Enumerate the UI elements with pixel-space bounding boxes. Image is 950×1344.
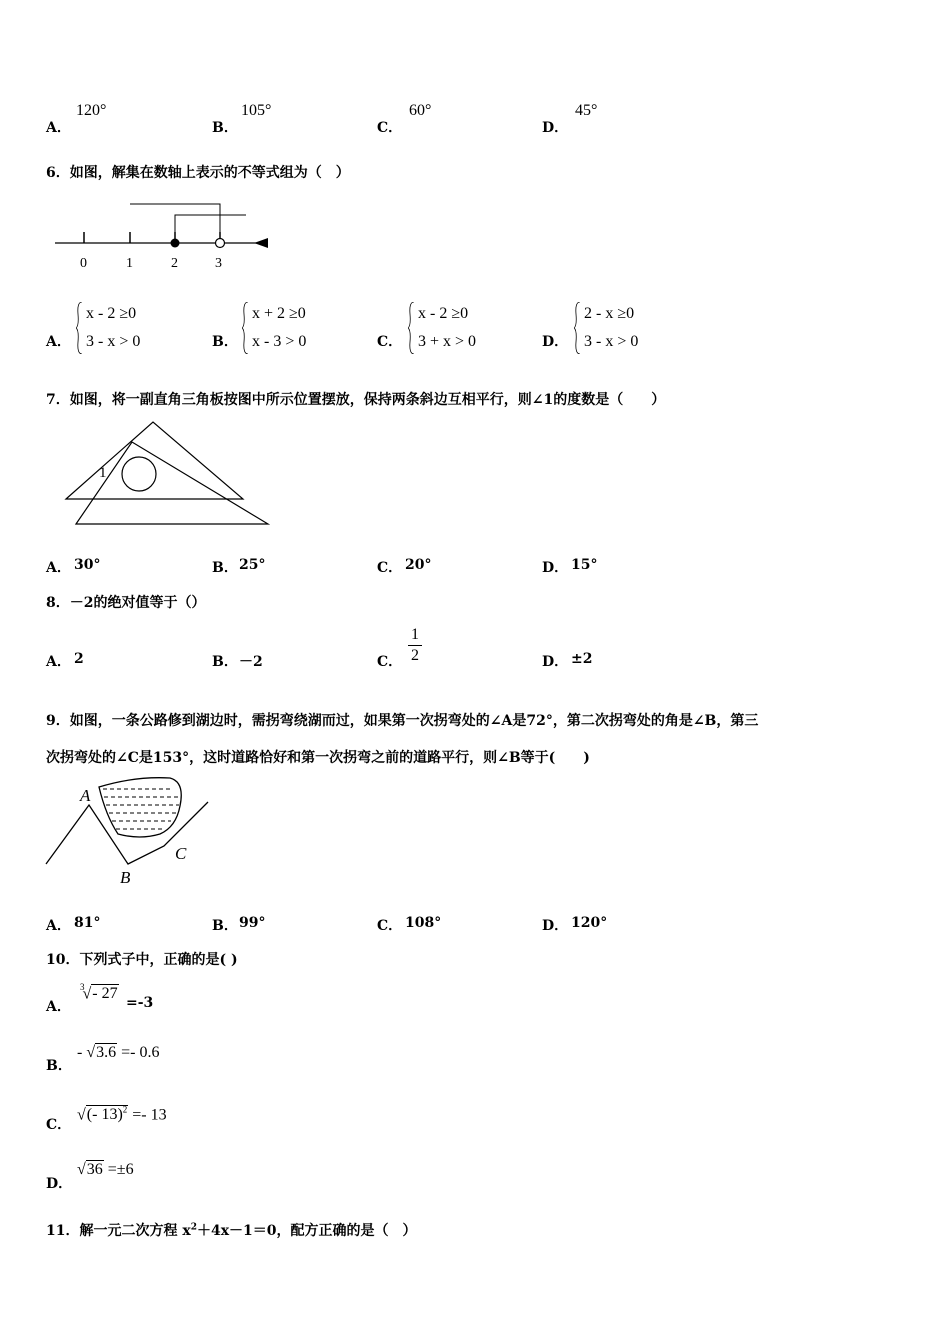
closed-point-2	[171, 239, 180, 248]
tick-label-2: 2	[171, 256, 178, 271]
q6-option-b-line2: x - 3 > 0	[252, 333, 307, 350]
q6-stem: 6．如图，解集在数轴上表示的不等式组为（ ）	[46, 165, 350, 181]
q11-stem	[46, 1220, 417, 1240]
q10-option-a-letter: A．	[46, 999, 71, 1015]
q10-option-c-radicand: (- 13)	[86, 1106, 123, 1124]
q7-option-d-value: 15°	[571, 557, 598, 573]
q11-stem-part-b: ＋4x－1＝0，配方正确的是（ ）	[196, 1223, 417, 1239]
lake-water-dashes	[103, 789, 179, 829]
tick-label-3: 3	[215, 256, 222, 271]
q9-option-b-letter: B．	[212, 918, 238, 934]
q9-stem-line1: 9．如图，一条公路修到湖边时，需拐弯绕湖而过，如果第一次拐弯处的∠A是72°，第二次拐弯处的角是∠B，第三	[46, 713, 759, 729]
q11-stem-part-a: 11．解一元二次方程 x	[46, 1223, 191, 1239]
q9-label-a: A	[80, 786, 91, 805]
triangle-upper	[66, 422, 243, 499]
q10-option-a-expr: $^3$√- 27	[80, 982, 118, 1003]
q6-option-b-line1: x + 2 ≥0	[252, 305, 306, 322]
q11-stem-exponent: 2	[190, 1222, 197, 1233]
q7-option-b-letter: B．	[212, 560, 238, 576]
q6-option-d-line1: 2 - x ≥0	[584, 305, 635, 322]
q5-option-c-value: 60°	[409, 102, 432, 119]
triangle-lower	[76, 442, 268, 524]
region-x-ge-2	[175, 215, 246, 243]
q5-option-b-value: 105°	[241, 102, 272, 119]
q6-option-a-system	[76, 300, 140, 356]
q6-option-c-system	[408, 300, 476, 356]
q8-option-d-letter: D．	[542, 654, 569, 670]
open-point-3	[216, 239, 225, 248]
q6-option-a-line1: x - 2 ≥0	[86, 305, 137, 322]
q5-option-d-letter: D．	[542, 120, 569, 136]
q6-option-a-line2: 3 - x > 0	[86, 333, 141, 350]
q8-option-c-fraction	[408, 625, 422, 666]
q8-option-c-numerator: 1	[408, 625, 422, 646]
q10-option-d-expr: √36 =±6	[77, 1161, 134, 1178]
q7-stem: 7．如图，将一副直角三角板按图中所示位置摆放，保持两条斜边互相平行，则∠1的度数是（ ）	[46, 392, 666, 408]
q8-option-b-value: －2	[239, 654, 263, 670]
q8-option-a-value: 2	[74, 651, 84, 667]
q8-option-d-value: ±2	[571, 651, 593, 667]
q8-option-b-letter: B．	[212, 654, 238, 670]
q7-option-c-value: 20°	[405, 557, 432, 573]
q6-option-c-line1: x - 2 ≥0	[418, 305, 469, 322]
q10-option-d-rhs: =±6	[107, 1161, 134, 1178]
q9-stem-line2: 次拐弯处的∠C是153°，这时道路恰好和第一次拐弯之前的道路平行，则∠B等于( )	[46, 750, 590, 766]
lake-outline	[99, 778, 181, 837]
q8-option-a-letter: A．	[46, 654, 71, 670]
q5-option-b-letter: B．	[212, 120, 238, 136]
q6-option-a-letter: A．	[46, 334, 71, 350]
q8-option-c-letter: C．	[377, 654, 403, 670]
q9-option-a-letter: A．	[46, 918, 71, 934]
q10-option-d-radicand: 36	[86, 1161, 103, 1178]
q6-option-c-letter: C．	[377, 334, 403, 350]
q5-option-a-letter: A．	[46, 120, 71, 136]
q8-option-c-denominator: 2	[411, 647, 419, 664]
q10-option-a-rhs: =-3	[126, 995, 154, 1011]
tick-label-0: 0	[80, 256, 87, 271]
q6-option-c-line2: 3 + x > 0	[418, 333, 477, 350]
q6-option-d-line2: 3 - x > 0	[584, 333, 639, 350]
q10-option-b-letter: B．	[46, 1058, 72, 1074]
q5-option-a-value: 120°	[76, 102, 107, 119]
triangle-hole	[122, 457, 156, 491]
q7-option-c-letter: C．	[377, 560, 403, 576]
q10-option-b-rhs: =- 0.6	[121, 1044, 160, 1061]
q10-option-a-index: 3	[80, 982, 85, 992]
q10-option-c-letter: C．	[46, 1117, 72, 1133]
q5-option-c-letter: C．	[377, 120, 403, 136]
q10-stem: 10．下列式子中，正确的是( )	[46, 952, 238, 968]
q6-option-b-system	[242, 300, 306, 356]
q9-option-d-value: 120°	[571, 915, 608, 931]
q10-option-b-prefix: -	[77, 1044, 83, 1061]
q7-option-a-letter: A．	[46, 560, 71, 576]
q8-stem: 8．－2的绝对值等于（）	[46, 595, 206, 611]
q9-option-c-letter: C．	[377, 918, 403, 934]
q10-option-c-rhs: =- 13	[132, 1106, 167, 1124]
q7-option-b-value: 25°	[239, 557, 266, 573]
number-line-arrow	[254, 238, 268, 248]
q10-option-b-radicand: 3.6	[96, 1044, 117, 1061]
q10-option-d-letter: D．	[46, 1176, 73, 1192]
q9-option-a-value: 81°	[74, 915, 101, 931]
q7-option-d-letter: D．	[542, 560, 569, 576]
tick-label-1: 1	[126, 256, 133, 271]
q9-option-b-value: 99°	[239, 915, 266, 931]
q6-option-d-letter: D．	[542, 334, 569, 350]
q9-option-c-value: 108°	[405, 915, 442, 931]
q6-option-d-system	[574, 300, 638, 356]
q7-option-a-value: 30°	[74, 557, 101, 573]
q10-option-c-exponent: 2	[122, 1105, 128, 1115]
q7-angle-label: 1	[99, 465, 107, 481]
q10-option-b-expr: - √3.6 =- 0.6	[77, 1044, 160, 1061]
q9-option-d-letter: D．	[542, 918, 569, 934]
q6-option-b-letter: B．	[212, 334, 238, 350]
q7-triangles-figure	[60, 416, 275, 531]
q9-label-c: C	[175, 844, 187, 863]
q10-option-a-radicand: - 27	[92, 985, 118, 1003]
q5-option-d-value: 45°	[575, 102, 598, 119]
q10-option-c-expr: √(- 13)$^2$ =- 13	[77, 1105, 167, 1124]
q9-label-b: B	[120, 868, 131, 887]
